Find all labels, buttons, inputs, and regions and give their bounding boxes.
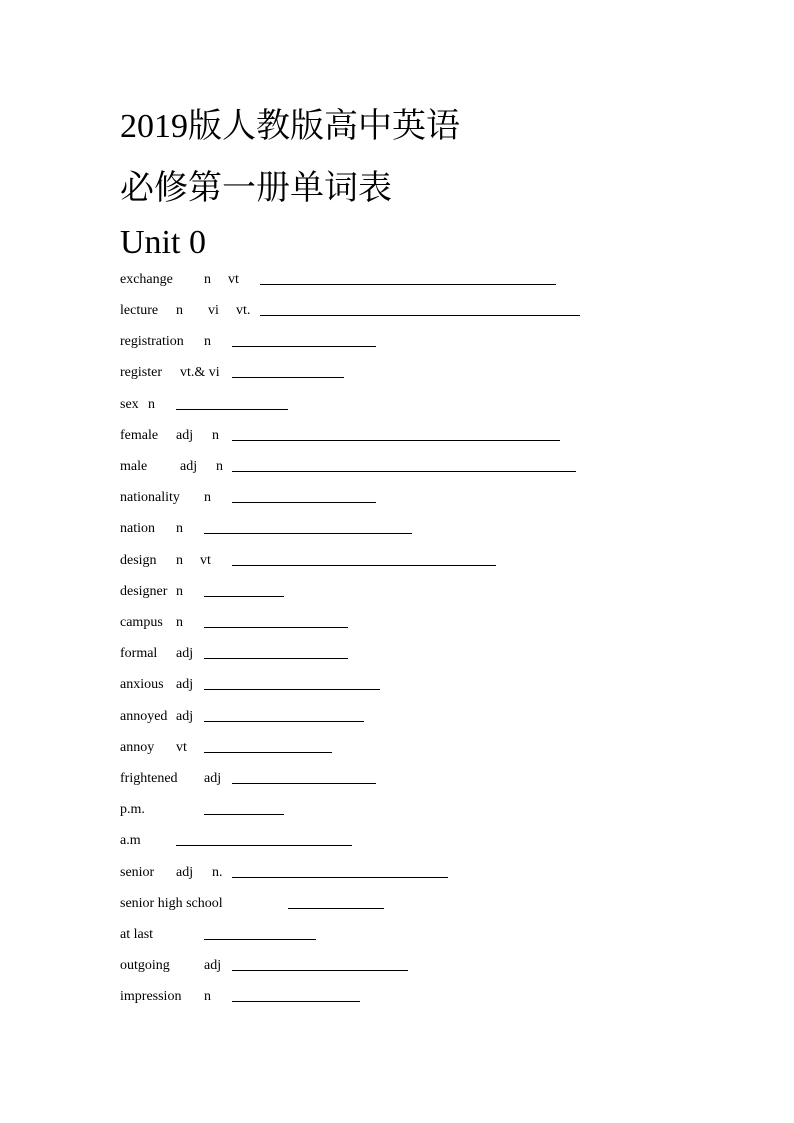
part-of-speech: adj <box>204 958 222 973</box>
answer-blank-line <box>232 783 376 784</box>
unit-heading: Unit 0 <box>120 224 206 261</box>
part-of-speech: vi <box>208 303 219 318</box>
part-of-speech: n <box>204 272 211 287</box>
part-of-speech: vt <box>228 272 239 287</box>
part-of-speech: adj <box>176 709 194 724</box>
answer-blank-line <box>204 814 284 815</box>
part-of-speech: n <box>216 459 223 474</box>
page-title-line1: 2019版人教版高中英语 <box>120 108 460 145</box>
answer-blank-line <box>260 315 580 316</box>
part-of-speech: n <box>148 397 155 412</box>
vocab-word: formal <box>120 646 158 661</box>
part-of-speech: n <box>204 989 211 1004</box>
part-of-speech: n <box>176 584 183 599</box>
vocab-word: nationality <box>120 490 180 505</box>
answer-blank-line <box>260 284 556 285</box>
part-of-speech: n <box>204 490 211 505</box>
vocab-word: outgoing <box>120 958 170 973</box>
part-of-speech: adj <box>176 428 194 443</box>
vocab-word: nation <box>120 521 155 536</box>
part-of-speech: n <box>176 553 183 568</box>
vocab-word: anxious <box>120 677 164 692</box>
vocab-word: at last <box>120 927 154 942</box>
answer-blank-line <box>232 440 560 441</box>
part-of-speech: n <box>176 303 183 318</box>
part-of-speech: n <box>212 428 219 443</box>
vocab-word: male <box>120 459 148 474</box>
answer-blank-line <box>232 471 576 472</box>
vocab-word: annoyed <box>120 709 168 724</box>
answer-blank-line <box>204 658 348 659</box>
answer-blank-line <box>232 1001 360 1002</box>
answer-blank-line <box>232 877 448 878</box>
part-of-speech: vt.& vi <box>180 365 220 380</box>
answer-blank-line <box>232 377 344 378</box>
vocab-word: impression <box>120 989 182 1004</box>
answer-blank-line <box>204 752 332 753</box>
answer-blank-line <box>232 502 376 503</box>
answer-blank-line <box>204 721 364 722</box>
answer-blank-line <box>176 409 288 410</box>
page-title-line2: 必修第一册单词表 <box>120 170 392 207</box>
vocab-word: a.m <box>120 833 141 848</box>
vocab-word: annoy <box>120 740 155 755</box>
vocab-word: sex <box>120 397 139 412</box>
answer-blank-line <box>232 346 376 347</box>
part-of-speech: n <box>204 334 211 349</box>
part-of-speech: vt. <box>236 303 251 318</box>
part-of-speech: adj <box>204 771 222 786</box>
answer-blank-line <box>204 689 380 690</box>
vocab-word: register <box>120 365 162 380</box>
vocab-word: senior high school <box>120 896 223 911</box>
vocab-word: p.m. <box>120 802 145 817</box>
answer-blank-line <box>204 939 316 940</box>
part-of-speech: adj <box>176 677 194 692</box>
vocab-word: frightened <box>120 771 178 786</box>
part-of-speech: adj <box>176 865 194 880</box>
vocab-word: exchange <box>120 272 173 287</box>
answer-blank-line <box>204 596 284 597</box>
part-of-speech: vt <box>200 553 211 568</box>
answer-blank-line <box>204 627 348 628</box>
answer-blank-line <box>232 565 496 566</box>
part-of-speech: n. <box>212 865 223 880</box>
answer-blank-line <box>204 533 412 534</box>
vocab-word: designer <box>120 584 168 599</box>
vocab-word: registration <box>120 334 184 349</box>
vocab-word: campus <box>120 615 163 630</box>
vocab-word: lecture <box>120 303 159 318</box>
part-of-speech: adj <box>176 646 194 661</box>
answer-blank-line <box>288 908 384 909</box>
part-of-speech: vt <box>176 740 187 755</box>
answer-blank-line <box>232 970 408 971</box>
part-of-speech: n <box>176 615 183 630</box>
part-of-speech: adj <box>180 459 198 474</box>
vocab-word: senior <box>120 865 155 880</box>
answer-blank-line <box>176 845 352 846</box>
vocab-word: design <box>120 553 157 568</box>
vocab-word: female <box>120 428 159 443</box>
part-of-speech: n <box>176 521 183 536</box>
